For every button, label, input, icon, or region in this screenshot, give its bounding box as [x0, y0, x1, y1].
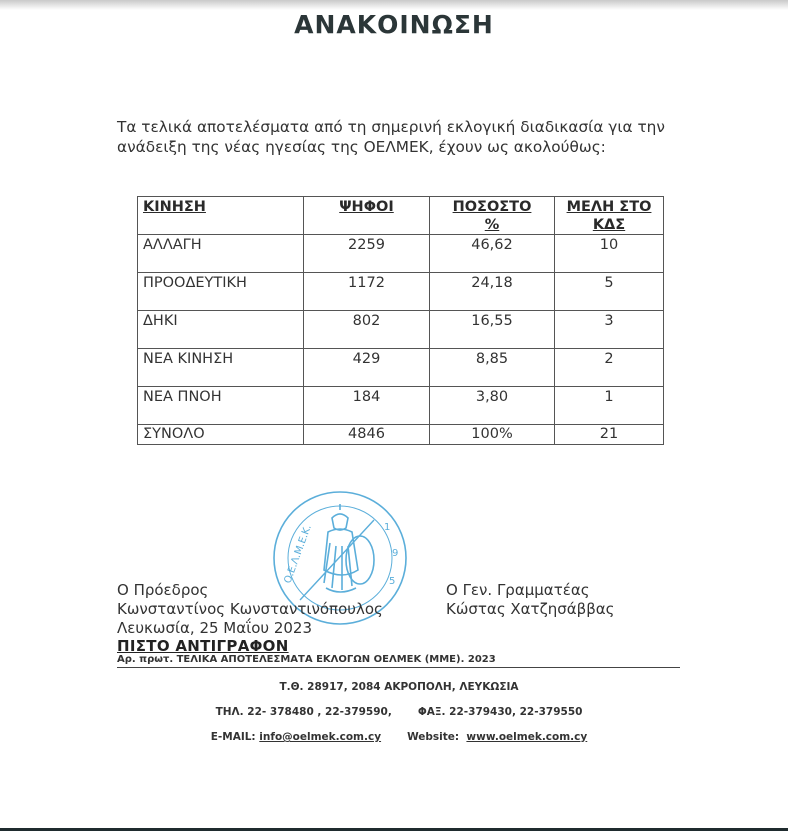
- footer-fax: ΦΑΞ. 22-379430, 22-379550: [417, 706, 583, 718]
- footer-online: [5, 731, 788, 743]
- table-total-row: [138, 425, 664, 445]
- table-row: [138, 235, 664, 273]
- cell-movement: ΑΛΛΑΓΗ: [138, 235, 304, 273]
- website-link[interactable]: www.oelmek.com.cy: [466, 731, 588, 743]
- cell-movement: ΠΡΟΟΔΕΥΤΙΚΗ: [138, 273, 304, 311]
- website-label: Website:: [407, 731, 460, 743]
- header-movement: ΚΙΝΗΣΗ: [138, 197, 304, 235]
- results-table: [137, 196, 664, 445]
- protocol-number: Αρ. πρωτ. ΤΕΛΙΚΑ ΑΠΟΤΕΛΕΣΜΑΤΑ ΕΚΛΟΓΩΝ ΟΕΛΜΕΚ (ΜΜΕ). 2023: [117, 654, 680, 668]
- cell-percent: 46,62: [430, 235, 555, 273]
- cell-members: 5: [555, 273, 664, 311]
- table-row: [138, 273, 664, 311]
- cell-percent: 3,80: [430, 387, 555, 425]
- cell-votes: 2259: [304, 235, 430, 273]
- president-name: Κωνσταντίνος Κωνσταντινόπουλος: [117, 600, 383, 618]
- footer-address: Τ.Θ. 28917, 2084 ΑΚΡΟΠΟΛΗ, ΛΕΥΚΩΣΙΑ: [279, 681, 519, 693]
- cell-votes: 184: [304, 387, 430, 425]
- intro-paragraph: Τα τελικά αποτελέσματα από τη σημερινή εκλογική διαδικασία για την ανάδειξη της νέας ηγεσίας της ΟΕΛΜΕΚ, έχουν ως ακολούθως:: [117, 118, 665, 156]
- cell-votes: 429: [304, 349, 430, 387]
- top-edge-shadow: [0, 0, 788, 10]
- svg-text:Ο.Ε.Λ.Μ.Ε.Κ.: Ο.Ε.Λ.Μ.Ε.Κ.: [282, 523, 314, 586]
- header-percent: ΠΟΣΟΣΤΟ %: [430, 197, 555, 235]
- secretary-role: Ο Γεν. Γραμματέας: [446, 581, 590, 599]
- table-header-row: [138, 197, 664, 235]
- email-link[interactable]: info@oelmek.com.cy: [259, 731, 382, 743]
- svg-text:1: 1: [384, 522, 391, 533]
- cell-movement: ΝΕΑ ΚΙΝΗΣΗ: [138, 349, 304, 387]
- svg-text:9: 9: [392, 548, 399, 559]
- cell-votes: 802: [304, 311, 430, 349]
- email-label: E-MAIL:: [210, 731, 256, 743]
- svg-text:5: 5: [389, 576, 396, 587]
- certified-copy-label: ΠΙΣΤΟ ΑΝΤΙΓΡΑΦΟΝ: [117, 637, 289, 655]
- cell-percent: 24,18: [430, 273, 555, 311]
- footer-contacts: [5, 706, 788, 718]
- cell-members: 3: [555, 311, 664, 349]
- date-line: Λευκωσία, 25 Μαΐου 2023: [117, 619, 313, 637]
- cell-movement: ΝΕΑ ΠΝΟΗ: [138, 387, 304, 425]
- cell-members: 10: [555, 235, 664, 273]
- document-title: ΑΝΑΚΟΙΝΩΣΗ: [294, 10, 494, 39]
- president-signature-block: [117, 581, 383, 619]
- cell-members: 1: [555, 387, 664, 425]
- cell-total-votes: 4846: [304, 425, 430, 445]
- cell-percent: 16,55: [430, 311, 555, 349]
- secretary-signature-block: [446, 581, 615, 619]
- cell-total-label: ΣΥΝΟΛΟ: [138, 425, 304, 445]
- cell-total-members: 21: [555, 425, 664, 445]
- president-role: Ο Πρόεδρος: [117, 581, 209, 599]
- cell-total-percent: 100%: [430, 425, 555, 445]
- cell-votes: 1172: [304, 273, 430, 311]
- cell-members: 2: [555, 349, 664, 387]
- table-row: [138, 349, 664, 387]
- cell-movement: ΔΗΚΙ: [138, 311, 304, 349]
- table-row: [138, 311, 664, 349]
- header-votes: ΨΗΦΟΙ: [304, 197, 430, 235]
- footer-phone: ΤΗΛ. 22- 378480 , 22-379590,: [215, 706, 392, 718]
- secretary-name: Κώστας Χατζησάββας: [446, 600, 615, 618]
- header-members: ΜΕΛΗ ΣΤΟ ΚΔΣ: [555, 197, 664, 235]
- cell-percent: 8,85: [430, 349, 555, 387]
- table-row: [138, 387, 664, 425]
